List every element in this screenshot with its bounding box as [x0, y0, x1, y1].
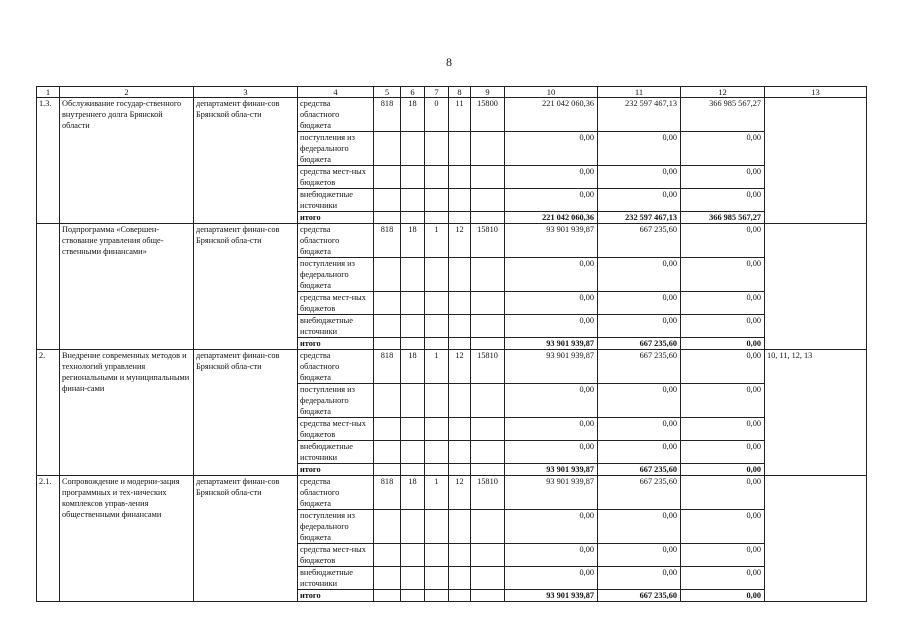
- header-cell: 6: [401, 87, 425, 98]
- amount-cell: 0,00: [681, 189, 765, 212]
- code-cell: 1: [425, 350, 449, 384]
- code-cell: [449, 315, 471, 338]
- amount-cell: 667 235,60: [598, 338, 681, 350]
- source-row: [37, 350, 867, 384]
- code-cell: [425, 384, 449, 418]
- code-cell: [425, 464, 449, 476]
- activity-name-cell: Сопровождение и модерни-зация программных и тех-нических комплексов управ-ления общественными финансами: [60, 476, 194, 602]
- row-number-cell: 2.: [37, 350, 60, 476]
- funding-source-cell: средства мест-ных бюджетов: [298, 292, 374, 315]
- amount-cell: 0,00: [505, 132, 598, 166]
- code-cell: 15810: [471, 350, 505, 384]
- amount-cell: 0,00: [681, 510, 765, 544]
- amount-cell: 0,00: [681, 544, 765, 567]
- code-cell: [401, 590, 425, 602]
- amount-cell: 0,00: [598, 544, 681, 567]
- funding-source-cell: поступления из федерального бюджета: [298, 132, 374, 166]
- code-cell: [401, 418, 425, 441]
- funding-source-cell: итого: [298, 464, 374, 476]
- amount-cell: 93 901 939,87: [505, 476, 598, 510]
- header-cell: 12: [681, 87, 765, 98]
- activity-name-cell: Обслуживание государ-ственного внутреннего долга Брянской области: [60, 98, 194, 224]
- code-cell: [449, 132, 471, 166]
- funding-source-cell: внебюджетные источники: [298, 189, 374, 212]
- header-cell: 4: [298, 87, 374, 98]
- amount-cell: 0,00: [681, 590, 765, 602]
- code-cell: [425, 338, 449, 350]
- row-number-cell: [37, 224, 60, 350]
- amount-cell: 93 901 939,87: [505, 338, 598, 350]
- code-cell: [401, 166, 425, 189]
- code-cell: [425, 510, 449, 544]
- code-cell: [471, 132, 505, 166]
- code-cell: 818: [374, 98, 401, 132]
- header-cell: 3: [194, 87, 298, 98]
- activity-name-cell: Внедрение современных методов и технологий управления региональными и муниципальными финан-сами: [60, 350, 194, 476]
- amount-cell: 221 042 060,36: [505, 98, 598, 132]
- table-body: [37, 87, 867, 602]
- code-cell: [449, 189, 471, 212]
- funding-source-cell: средства областного бюджета: [298, 224, 374, 258]
- amount-cell: 0,00: [505, 418, 598, 441]
- code-cell: [374, 544, 401, 567]
- code-cell: [401, 258, 425, 292]
- code-cell: 18: [401, 476, 425, 510]
- code-cell: 0: [425, 98, 449, 132]
- department-cell: департамент финан-сов Брянской обла-сти: [194, 224, 298, 350]
- code-cell: [425, 258, 449, 292]
- amount-cell: 0,00: [681, 166, 765, 189]
- code-cell: [425, 166, 449, 189]
- amount-cell: 667 235,60: [598, 590, 681, 602]
- code-cell: [374, 166, 401, 189]
- amount-cell: 221 042 060,36: [505, 212, 598, 224]
- amount-cell: 0,00: [505, 189, 598, 212]
- code-cell: [449, 338, 471, 350]
- code-cell: [401, 464, 425, 476]
- funding-source-cell: внебюджетные источники: [298, 441, 374, 464]
- code-cell: [471, 544, 505, 567]
- code-cell: [449, 441, 471, 464]
- amount-cell: 0,00: [681, 350, 765, 384]
- amount-cell: 0,00: [681, 315, 765, 338]
- amount-cell: 232 597 467,13: [598, 212, 681, 224]
- header-cell: 1: [37, 87, 60, 98]
- code-cell: [401, 132, 425, 166]
- code-cell: [401, 544, 425, 567]
- department-cell: департамент финан-сов Брянской обла-сти: [194, 350, 298, 476]
- header-cell: 11: [598, 87, 681, 98]
- amount-cell: 366 985 567,27: [681, 212, 765, 224]
- code-cell: [471, 189, 505, 212]
- amount-cell: 0,00: [505, 384, 598, 418]
- source-row: [37, 476, 867, 510]
- amount-cell: 667 235,60: [598, 350, 681, 384]
- code-cell: [401, 510, 425, 544]
- funding-source-cell: внебюджетные источники: [298, 315, 374, 338]
- amount-cell: 0,00: [681, 338, 765, 350]
- code-cell: 12: [449, 350, 471, 384]
- code-cell: 1: [425, 476, 449, 510]
- indicators-cell: [765, 224, 867, 350]
- code-cell: [449, 544, 471, 567]
- code-cell: [449, 510, 471, 544]
- amount-cell: 93 901 939,87: [505, 350, 598, 384]
- code-cell: [374, 384, 401, 418]
- code-cell: [449, 166, 471, 189]
- code-cell: 12: [449, 476, 471, 510]
- amount-cell: 0,00: [681, 224, 765, 258]
- code-cell: 18: [401, 224, 425, 258]
- funding-source-cell: средства областного бюджета: [298, 98, 374, 132]
- department-cell: департамент финан-сов Брянской обла-сти: [194, 98, 298, 224]
- amount-cell: 0,00: [505, 441, 598, 464]
- code-cell: [401, 338, 425, 350]
- code-cell: [449, 464, 471, 476]
- code-cell: [374, 567, 401, 590]
- code-cell: [425, 132, 449, 166]
- code-cell: [471, 212, 505, 224]
- funding-source-cell: итого: [298, 338, 374, 350]
- page-number: 8: [446, 55, 452, 69]
- code-cell: [401, 384, 425, 418]
- code-cell: [425, 567, 449, 590]
- code-cell: [374, 418, 401, 441]
- code-cell: 818: [374, 224, 401, 258]
- code-cell: [401, 315, 425, 338]
- code-cell: [425, 292, 449, 315]
- funding-source-cell: итого: [298, 590, 374, 602]
- code-cell: [471, 567, 505, 590]
- code-cell: [374, 315, 401, 338]
- activity-name-cell: Подпрограмма «Совершен-ствование управления обще-ственными финансами»: [60, 224, 194, 350]
- amount-cell: 0,00: [598, 258, 681, 292]
- amount-cell: 0,00: [505, 510, 598, 544]
- amount-cell: 667 235,60: [598, 224, 681, 258]
- budget-table: [36, 86, 867, 602]
- amount-cell: 0,00: [505, 258, 598, 292]
- funding-source-cell: средства мест-ных бюджетов: [298, 544, 374, 567]
- code-cell: [471, 384, 505, 418]
- department-cell: департамент финан-сов Брянской обла-сти: [194, 476, 298, 602]
- code-cell: [425, 544, 449, 567]
- amount-cell: 0,00: [598, 315, 681, 338]
- row-number-cell: 1.3.: [37, 98, 60, 224]
- code-cell: 12: [449, 224, 471, 258]
- amount-cell: 93 901 939,87: [505, 464, 598, 476]
- code-cell: [449, 384, 471, 418]
- amount-cell: 0,00: [598, 292, 681, 315]
- amount-cell: 232 597 467,13: [598, 98, 681, 132]
- funding-source-cell: поступления из федерального бюджета: [298, 510, 374, 544]
- amount-cell: 0,00: [681, 384, 765, 418]
- amount-cell: 93 901 939,87: [505, 224, 598, 258]
- code-cell: [471, 292, 505, 315]
- amount-cell: 0,00: [505, 315, 598, 338]
- code-cell: [471, 315, 505, 338]
- row-number-cell: 2.1.: [37, 476, 60, 602]
- amount-cell: 0,00: [598, 189, 681, 212]
- code-cell: [425, 212, 449, 224]
- code-cell: [374, 292, 401, 315]
- code-cell: [471, 418, 505, 441]
- code-cell: [471, 441, 505, 464]
- header-cell: 10: [505, 87, 598, 98]
- amount-cell: 0,00: [681, 418, 765, 441]
- code-cell: [471, 166, 505, 189]
- funding-source-cell: поступления из федерального бюджета: [298, 258, 374, 292]
- code-cell: 18: [401, 98, 425, 132]
- code-cell: [401, 292, 425, 315]
- code-cell: [401, 212, 425, 224]
- code-cell: [449, 590, 471, 602]
- code-cell: 11: [449, 98, 471, 132]
- code-cell: [374, 189, 401, 212]
- code-cell: 818: [374, 476, 401, 510]
- amount-cell: 0,00: [598, 132, 681, 166]
- funding-source-cell: итого: [298, 212, 374, 224]
- code-cell: [449, 212, 471, 224]
- header-cell: 9: [471, 87, 505, 98]
- amount-cell: 0,00: [505, 166, 598, 189]
- funding-source-cell: средства областного бюджета: [298, 350, 374, 384]
- amount-cell: 0,00: [598, 510, 681, 544]
- indicators-cell: [765, 476, 867, 602]
- code-cell: [449, 567, 471, 590]
- code-cell: [374, 212, 401, 224]
- amount-cell: 0,00: [681, 132, 765, 166]
- code-cell: 15810: [471, 224, 505, 258]
- source-row: [37, 98, 867, 132]
- code-cell: [374, 132, 401, 166]
- amount-cell: 0,00: [681, 258, 765, 292]
- header-cell: 2: [60, 87, 194, 98]
- header-cell: 5: [374, 87, 401, 98]
- amount-cell: 0,00: [598, 418, 681, 441]
- code-cell: 818: [374, 350, 401, 384]
- amount-cell: 0,00: [681, 567, 765, 590]
- amount-cell: 0,00: [598, 384, 681, 418]
- code-cell: [449, 418, 471, 441]
- header-cell: 8: [449, 87, 471, 98]
- code-cell: [374, 441, 401, 464]
- amount-cell: 0,00: [598, 166, 681, 189]
- amount-cell: 0,00: [505, 292, 598, 315]
- code-cell: [425, 590, 449, 602]
- funding-source-cell: средства областного бюджета: [298, 476, 374, 510]
- code-cell: [425, 189, 449, 212]
- code-cell: 1: [425, 224, 449, 258]
- amount-cell: 0,00: [505, 544, 598, 567]
- amount-cell: 366 985 567,27: [681, 98, 765, 132]
- code-cell: [374, 510, 401, 544]
- code-cell: [374, 590, 401, 602]
- code-cell: [425, 441, 449, 464]
- code-cell: [425, 315, 449, 338]
- code-cell: [374, 258, 401, 292]
- indicators-cell: [765, 98, 867, 224]
- code-cell: [401, 567, 425, 590]
- code-cell: [471, 590, 505, 602]
- amount-cell: 0,00: [505, 567, 598, 590]
- code-cell: [471, 338, 505, 350]
- code-cell: [401, 441, 425, 464]
- amount-cell: 93 901 939,87: [505, 590, 598, 602]
- funding-source-cell: средства мест-ных бюджетов: [298, 418, 374, 441]
- header-row: [37, 87, 867, 98]
- amount-cell: 0,00: [681, 292, 765, 315]
- code-cell: [471, 464, 505, 476]
- indicators-cell: 10, 11, 12, 13: [765, 350, 867, 476]
- amount-cell: 0,00: [681, 441, 765, 464]
- header-cell: 13: [765, 87, 867, 98]
- code-cell: [374, 464, 401, 476]
- code-cell: [471, 510, 505, 544]
- funding-source-cell: средства мест-ных бюджетов: [298, 166, 374, 189]
- code-cell: [449, 258, 471, 292]
- code-cell: [425, 418, 449, 441]
- header-cell: 7: [425, 87, 449, 98]
- code-cell: 15800: [471, 98, 505, 132]
- amount-cell: 667 235,60: [598, 464, 681, 476]
- amount-cell: 0,00: [598, 441, 681, 464]
- code-cell: [471, 258, 505, 292]
- code-cell: 15810: [471, 476, 505, 510]
- funding-source-cell: внебюджетные источники: [298, 567, 374, 590]
- amount-cell: 667 235,60: [598, 476, 681, 510]
- code-cell: 18: [401, 350, 425, 384]
- code-cell: [374, 338, 401, 350]
- source-row: [37, 224, 867, 258]
- code-cell: [401, 189, 425, 212]
- code-cell: [449, 292, 471, 315]
- funding-source-cell: поступления из федерального бюджета: [298, 384, 374, 418]
- amount-cell: 0,00: [598, 567, 681, 590]
- amount-cell: 0,00: [681, 464, 765, 476]
- amount-cell: 0,00: [681, 476, 765, 510]
